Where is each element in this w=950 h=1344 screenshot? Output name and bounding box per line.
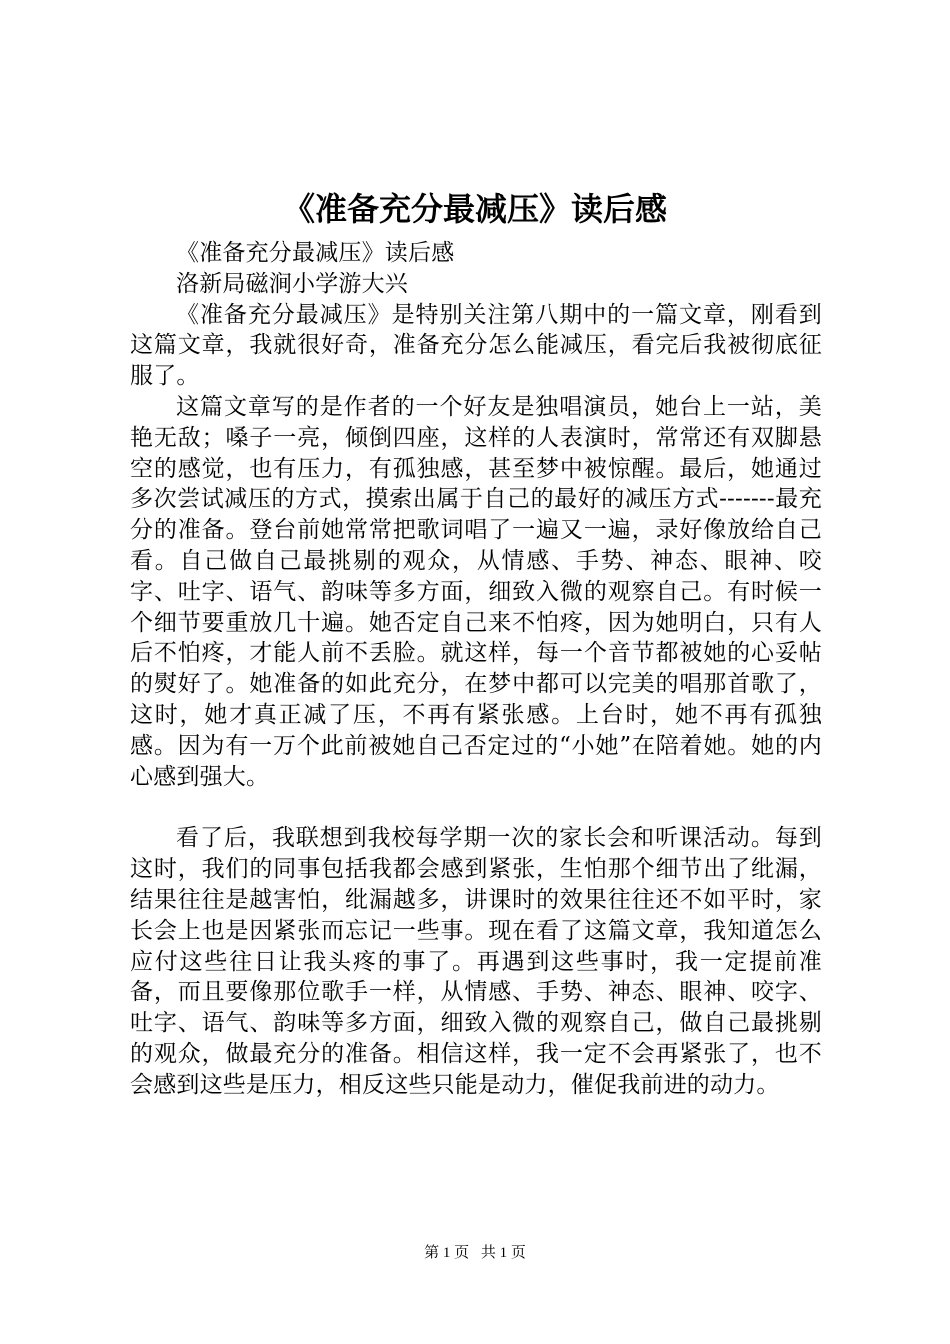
- author-line: 洛新局磁涧小学游大兴: [176, 270, 408, 297]
- document-title: 《准备充分最减压》读后感: [282, 190, 667, 228]
- page-number: 第 1 页: [424, 1245, 470, 1261]
- paragraph: 看了后，我联想到我校每学期一次的家长会和听课活动。每到这时，我们的同事包括我都会感到紧张，生怕那个细节出了纰漏，结果往往是越害怕，纰漏越多，讲课时的效果往往还不如平时，家长会上也是因紧张而忘记一些事。现在看了这篇文章，我知道怎么应付这些往日让我头疼的事了。再遇到这些事时，我一定提前准备，而且要像那位歌手一样，从情感、手势、神态、眼神、咬字、吐字、语气、韵味等多方面，细致入微的观察自己，做自己最挑剔的观众，做最充分的准备。相信这样，我一定不会再紧张了，也不会感到这些是压力，相反这些只能是动力，催促我前进的动力。: [130, 825, 822, 1098]
- page-footer: [0, 1243, 950, 1263]
- paragraph: 这篇文章写的是作者的一个好友是独唱演员，她台上一站，美艳无敌；嗓子一亮，倾倒四座，这样的人表演时，常常还有双脚悬空的感觉，也有压力，有孤独感，甚至梦中被惊醒。最后，她通过多次尝试减压的方式，摸索出属于自己的最好的减压方式-------最充分的准备。登台前她常常把歌词唱了一遍又一遍，录好像放给自己看。自己做自己最挑剔的观众，从情感、手势、神态、眼神、咬字、吐字、语气、韵味等多方面，细致入微的观察自己。有时候一个细节要重放几十遍。她否定自己来不怕疼，因为她明白，只有人后不怕疼，才能人前不丢脸。就这样，每一个音节都被她的心妥帖的熨好了。她准备的如此充分，在梦中都可以完美的唱那首歌了，这时，她才真正减了压，不再有紧张感。上台时，她不再有孤独感。因为有一万个此前被她自己否定过的“小她”在陪着她。她的内心感到强大。: [130, 393, 822, 790]
- page-total: 共 1 页: [480, 1245, 526, 1261]
- subtitle-line: 《准备充分最减压》读后感: [176, 240, 455, 266]
- paragraph: 《准备充分最减压》是特别关注第八期中的一篇文章，刚看到这篇文章，我就很好奇，准备充分怎么能减压，看完后我被彻底征服了。: [130, 301, 822, 390]
- document-body: [130, 238, 822, 1101]
